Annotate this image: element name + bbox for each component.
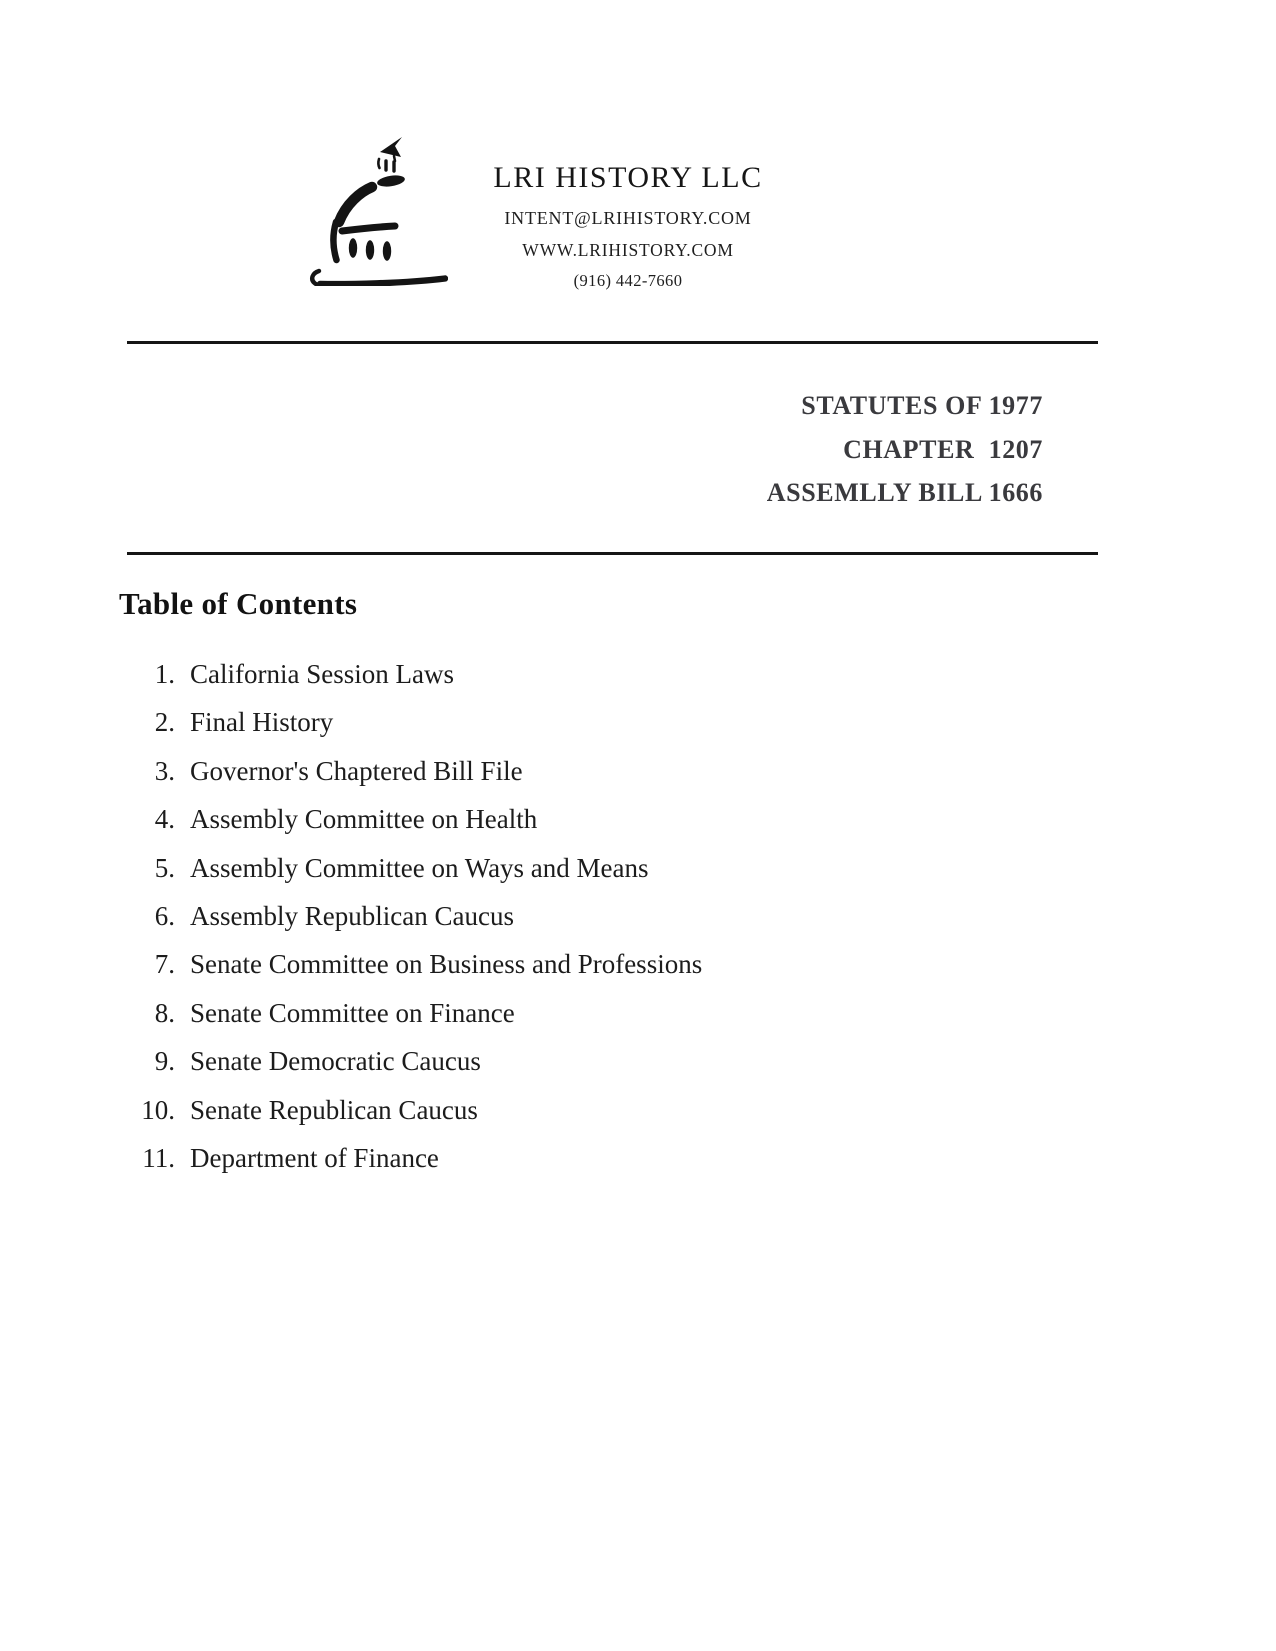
toc-item-label: Senate Democratic Caucus bbox=[190, 1046, 481, 1077]
toc-item-number: 4. bbox=[154, 804, 175, 835]
toc-item-number: 1. bbox=[154, 659, 175, 689]
company-name: LRI HISTORY LLC bbox=[493, 161, 763, 194]
toc-item-number: 11. bbox=[142, 1142, 175, 1173]
toc-item-label: Assembly Republican Caucus bbox=[190, 900, 514, 931]
toc-item-label: Governor's Chaptered Bill File bbox=[190, 755, 523, 786]
toc-item bbox=[115, 1037, 1015, 1085]
toc-item-number: 6. bbox=[154, 900, 175, 931]
toc-item-label: Assembly Committee on Ways and Means bbox=[190, 852, 649, 883]
divider-top bbox=[127, 341, 1098, 344]
toc-item bbox=[115, 1086, 1015, 1134]
toc-title: Table of Contents bbox=[119, 586, 358, 621]
toc-item-label: Senate Committee on Finance bbox=[190, 997, 515, 1028]
toc-item-number: 3. bbox=[154, 755, 175, 786]
toc-item bbox=[115, 650, 1015, 698]
logo-flag bbox=[380, 137, 402, 157]
toc-item-number: 10. bbox=[141, 1094, 175, 1125]
toc-item-number: 5. bbox=[154, 852, 175, 883]
divider-bottom bbox=[127, 552, 1098, 555]
toc-item-label: Department of Finance bbox=[190, 1142, 439, 1173]
toc-item bbox=[115, 989, 1015, 1037]
toc-item-label: Assembly Committee on Health bbox=[190, 804, 538, 835]
toc-item-number: 8. bbox=[154, 997, 175, 1028]
company-website: WWW.LRIHISTORY.COM bbox=[522, 240, 734, 260]
toc-item bbox=[115, 747, 1015, 795]
toc-item bbox=[115, 892, 1015, 940]
company-phone: (916) 442-7660 bbox=[573, 271, 683, 290]
toc-item-label: Senate Republican Caucus bbox=[190, 1094, 478, 1125]
logo-left-column bbox=[333, 222, 336, 260]
assembly-bill-line: ASSEMLLY BILL 1666 bbox=[766, 478, 1043, 507]
toc-item-number: 9. bbox=[154, 1046, 175, 1077]
chapter-number-line: CHAPTER 1207 bbox=[843, 434, 1043, 464]
company-email: INTENT@LRIHISTORY.COM bbox=[504, 208, 752, 228]
toc-item bbox=[115, 1134, 1015, 1182]
toc-item-number: 7. bbox=[154, 949, 175, 980]
toc-item-label: California Session Laws bbox=[190, 659, 454, 689]
toc-list bbox=[115, 650, 1015, 1182]
toc-item-label: Final History bbox=[190, 707, 334, 738]
toc-item bbox=[115, 698, 1015, 746]
logo-dome-curve bbox=[339, 187, 372, 222]
toc-item-label: Senate Committee on Business and Professions bbox=[190, 949, 703, 980]
document-title-block bbox=[767, 384, 1043, 515]
statutes-year-line: STATUTES OF 1977 bbox=[801, 391, 1043, 420]
toc-item-number: 2. bbox=[154, 707, 175, 738]
toc-item bbox=[115, 844, 1015, 892]
toc-item bbox=[115, 795, 1015, 843]
toc-item bbox=[115, 940, 1015, 988]
